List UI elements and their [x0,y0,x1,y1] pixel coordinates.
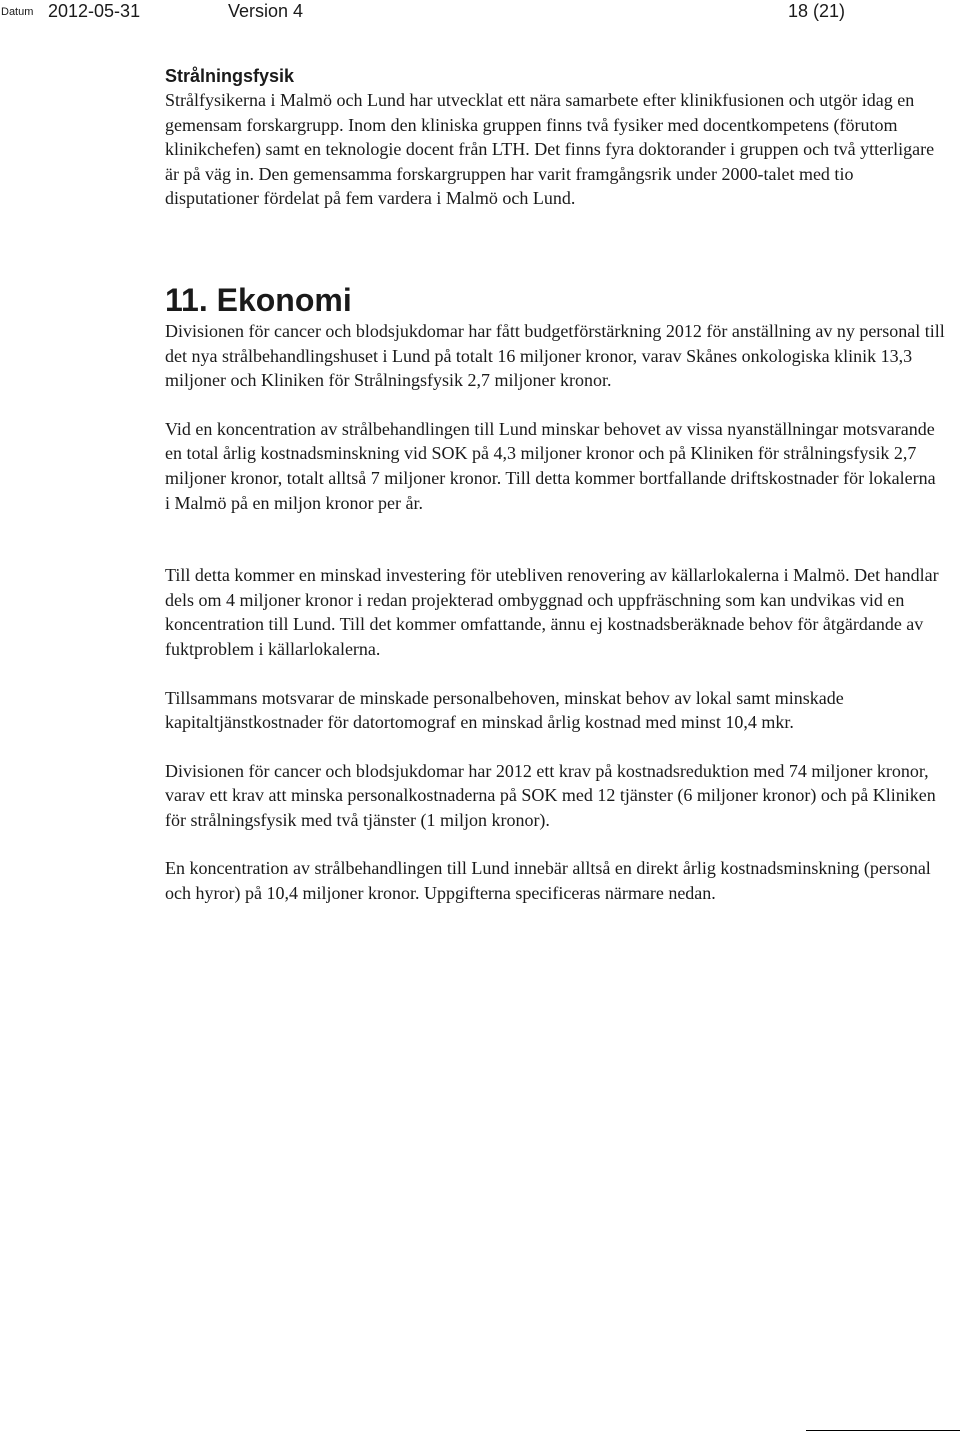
document-body [165,64,945,906]
paragraph: Divisionen för cancer och blodsjukdomar har fått budgetförstärkning 2012 för anställning av ny personal till det nya strålbehandlingshuset i Lund på totalt 16 miljoner kronor, varav Skånes onkologiska klinik 13,3 miljoner och Kliniken för Strålningsfysik 2,7 miljoner kronor. [165,320,945,391]
paragraph: Divisionen för cancer och blodsjukdomar har 2012 ett krav på kostnadsreduktion med 74 miljoner kronor, varav ett krav att minska personalkostnaderna på SOK med 12 tjänster (6 miljoner kronor) och på Kliniken för strålningsfysik med två tjänster (1 miljon kronor). [165,760,936,830]
document-date: 2012-05-31 [48,1,141,21]
section-heading: 11. Ekonomi [165,281,352,318]
paragraph: Tillsammans motsvarar de minskade personalbehoven, minskat behov av lokal samt minskade kapitaltjänstkostnader för datortomograf en minskad årlig kostnad med minst 10,4 mkr. [165,687,844,733]
footer-divider [806,1430,960,1431]
subsection-heading: Strålningsfysik [165,66,295,86]
paragraph: En koncentration av strålbehandlingen till Lund innebär alltså en direkt årlig kostnadsminskning (personal och hyror) på 10,4 miljoner kronor. Uppgifterna specificeras närmare nedan. [165,858,931,904]
paragraph: Till detta kommer en minskad investering för utebliven renovering av källarlokalerna i Malmö. Det handlar dels om 4 miljoner kronor i redan projekterad ombyggnad och uppfräschning som kan undvikas vid en koncentration till Lund. Till det kommer omfattande, ännu ej kostnadsberäknade behov för åtgärdande av fuktproblem i källarlokalerna. [165,565,939,659]
paragraph: Vid en koncentration av strålbehandlingen till Lund minskar behovet av vissa nyanställningar motsvarande en total årlig kostnadsminskning vid SOK på 4,3 miljoner kronor och på Kliniken för strålningsfysik 2,7 miljoner kronor, totalt alltså 7 miljoner kronor. Till detta kommer bortfallande driftskostnader för lokalerna i Malmö på en miljon kronor per år. [165,418,936,513]
subsection-paragraph: Strålfysikerna i Malmö och Lund har utvecklat ett nära samarbete efter klinikfusionen och utgör idag en gemensam forskargrupp. Inom den kliniska gruppen finns två fysiker med docentkompetens (förutom klinikchefen) samt en teknologie docent från LTH. Det finns fyra doktorander i gruppen och två ytterligare är på väg in. Den gemensamma forskargruppen har varit framgångsrik under 2000-talet med tio disputationer fördelat på fem vardera i Malmö och Lund. [165,90,935,209]
date-label: Datum [1,6,34,18]
page-header [0,0,960,24]
document-version: Version 4 [228,1,304,21]
page-number: 18 (21) [788,1,846,21]
